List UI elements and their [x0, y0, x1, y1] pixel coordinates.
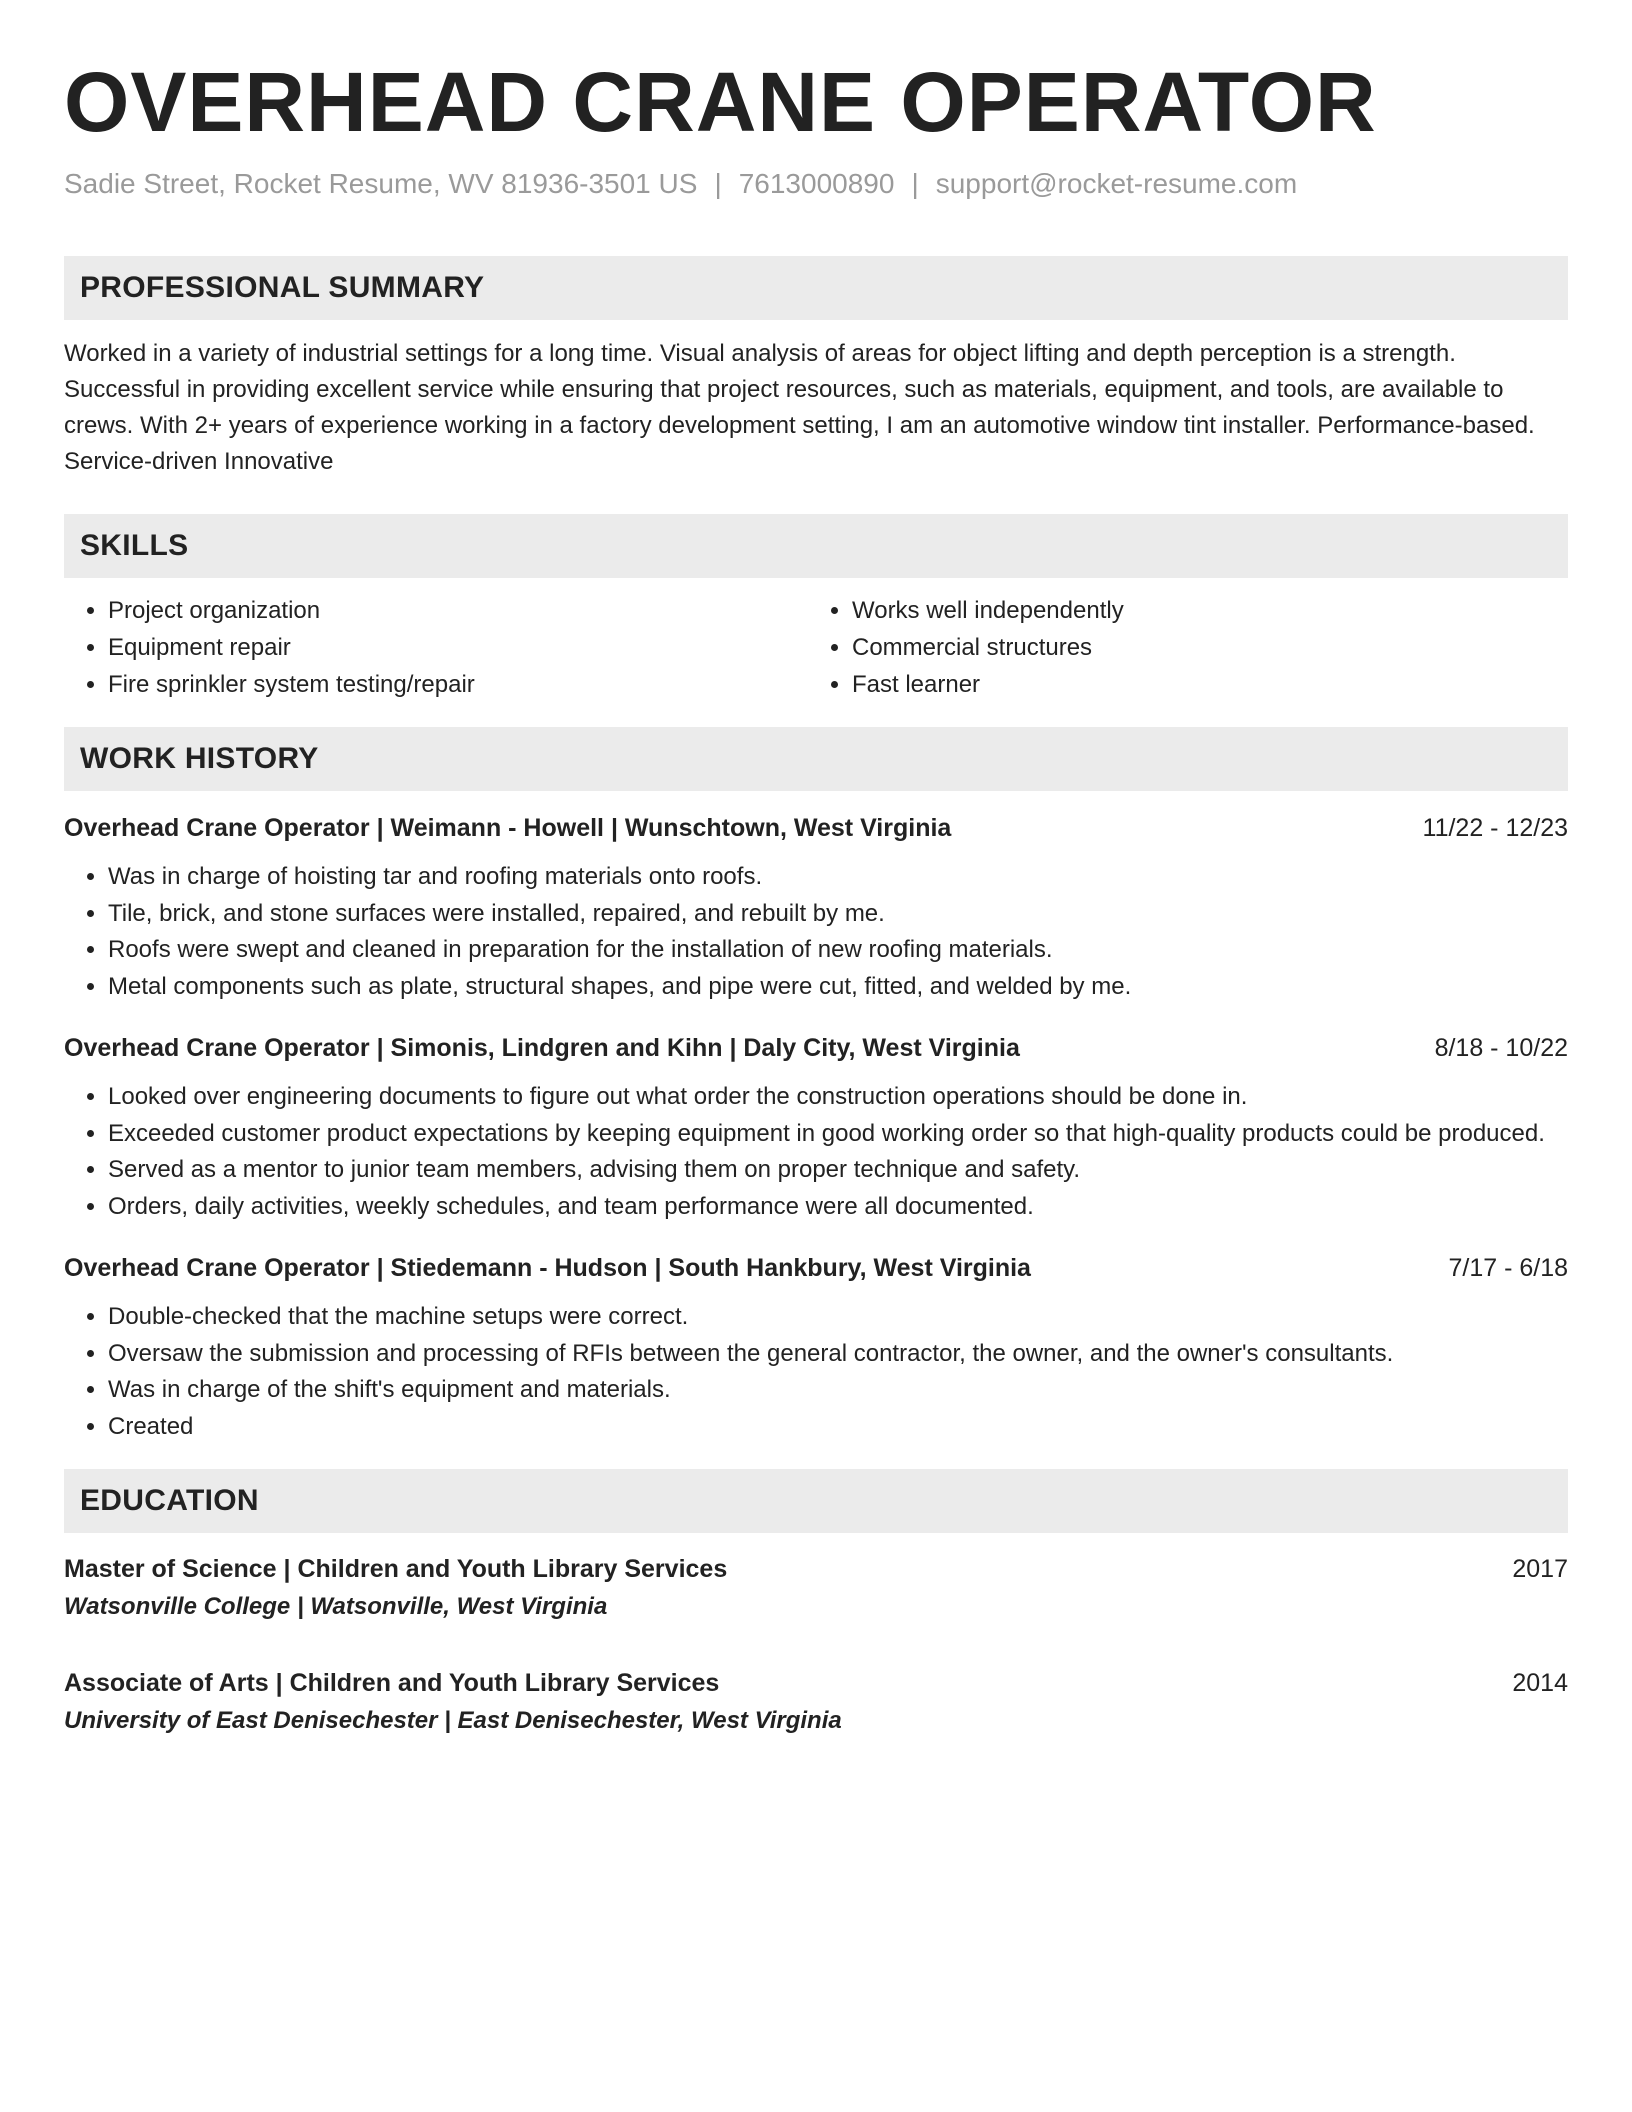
contact-phone: 7613000890	[738, 168, 895, 199]
job-bullets	[64, 859, 1568, 1005]
education-school: University of East Denisechester | East Denisechester, West Virginia	[64, 1707, 842, 1734]
job-dates: 7/17 - 6/18	[1448, 1254, 1568, 1282]
contact-email[interactable]: support@rocket-resume.com	[935, 168, 1298, 199]
job-bullet: • Created	[108, 1409, 1568, 1446]
job-bullet: • Double-checked that the machine setups were correct.	[108, 1299, 1568, 1336]
skill-item: • Fast learner	[852, 666, 1552, 703]
job-bullets	[64, 1299, 1568, 1445]
job-entry	[64, 811, 1568, 1005]
education-header	[64, 1665, 1568, 1701]
contact-line	[64, 167, 1568, 201]
job-entry	[64, 1031, 1568, 1225]
job-bullet: • Was in charge of hoisting tar and roofing materials onto roofs.	[108, 859, 1568, 896]
job-dates: 8/18 - 10/22	[1434, 1034, 1568, 1062]
job-bullets	[64, 1079, 1568, 1225]
job-title: Overhead Crane Operator | Weimann - Howell | Wunschtown, West Virginia	[64, 814, 952, 842]
job-bullet: • Orders, daily activities, weekly schedules, and team performance were all documented.	[108, 1189, 1568, 1226]
section-heading-skills: SKILLS	[64, 514, 1568, 578]
contact-separator: |	[714, 168, 722, 199]
skills-list	[64, 592, 1568, 703]
job-bullet: • Was in charge of the shift's equipment and materials.	[108, 1372, 1568, 1409]
skill-item: • Equipment repair	[108, 629, 808, 666]
job-header	[64, 1031, 1568, 1065]
job-bullet: • Exceeded customer product expectations by keeping equipment in good working order so that high-quality products could be produced.	[108, 1116, 1568, 1153]
candidate-name: OVERHEAD CRANE OPERATOR	[64, 55, 1377, 149]
skill-item: • Works well independently	[852, 592, 1552, 629]
education-year: 2017	[1512, 1555, 1568, 1583]
job-bullet: • Looked over engineering documents to figure out what order the construction operations should be done in.	[108, 1079, 1568, 1116]
skills-column-right	[808, 592, 1552, 703]
resume-content	[64, 52, 1568, 1741]
summary-text: Worked in a variety of industrial settings for a long time. Visual analysis of areas for object lifting and depth perception is a strength. Successful in providing excellent service while ensuring that project resources, such as materials, equipment, and tools, are available to crews. With 2+ years of experience working in a factory development setting, I am an automotive window tint installer. Performance-based. Service-driven Innovative	[64, 340, 1535, 475]
education-entry	[64, 1551, 1568, 1627]
job-bullet: • Served as a mentor to junior team members, advising them on proper technique and safety.	[108, 1152, 1568, 1189]
education-degree: Master of Science | Children and Youth Library Services	[64, 1555, 728, 1583]
education-header	[64, 1551, 1568, 1587]
job-header	[64, 811, 1568, 845]
skills-column-left	[64, 592, 808, 703]
job-bullet: • Metal components such as plate, structural shapes, and pipe were cut, fitted, and welded by me.	[108, 969, 1568, 1006]
section-heading-summary: PROFESSIONAL SUMMARY	[64, 256, 1568, 320]
job-entry	[64, 1251, 1568, 1445]
job-dates: 11/22 - 12/23	[1422, 814, 1568, 842]
education-degree: Associate of Arts | Children and Youth Library Services	[64, 1669, 720, 1697]
skill-item: • Project organization	[108, 592, 808, 629]
job-bullet: • Roofs were swept and cleaned in preparation for the installation of new roofing materials.	[108, 932, 1568, 969]
job-title: Overhead Crane Operator | Simonis, Lindgren and Kihn | Daly City, West Virginia	[64, 1034, 1020, 1062]
job-bullet: • Oversaw the submission and processing of RFIs between the general contractor, the owner, and the owner's consultants.	[108, 1336, 1568, 1373]
contact-address: Sadie Street, Rocket Resume, WV 81936-3501 US	[64, 168, 698, 199]
contact-separator: |	[911, 168, 919, 199]
education-year: 2014	[1512, 1669, 1568, 1697]
skill-item: • Fire sprinkler system testing/repair	[108, 666, 808, 703]
skill-item: • Commercial structures	[852, 629, 1552, 666]
job-title: Overhead Crane Operator | Stiedemann - Hudson | South Hankbury, West Virginia	[64, 1254, 1031, 1282]
education-entry	[64, 1665, 1568, 1741]
section-heading-work-history: WORK HISTORY	[64, 727, 1568, 791]
job-header	[64, 1251, 1568, 1285]
section-heading-education: EDUCATION	[64, 1469, 1568, 1533]
education-school: Watsonville College | Watsonville, West Virginia	[64, 1593, 608, 1620]
job-bullet: • Tile, brick, and stone surfaces were installed, repaired, and rebuilt by me.	[108, 896, 1568, 933]
